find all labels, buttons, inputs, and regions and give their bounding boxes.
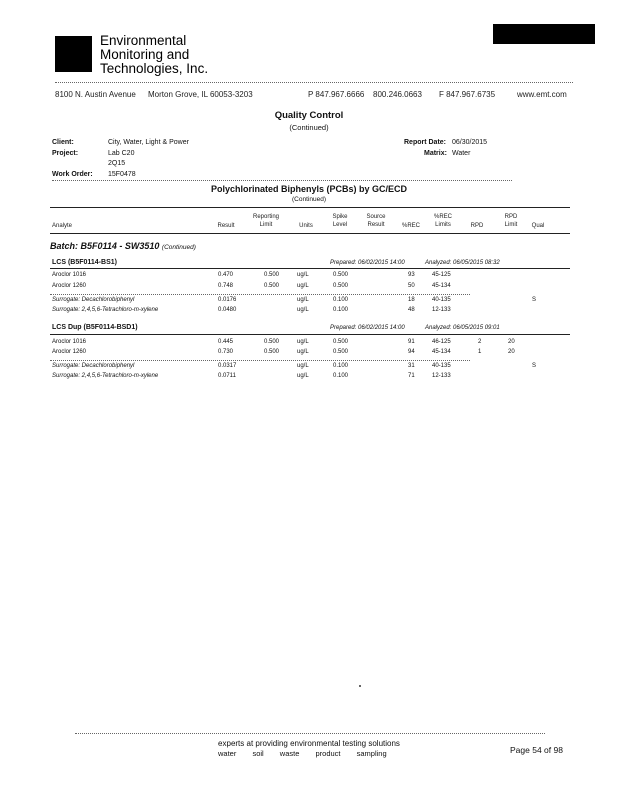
company-name-line1: Environmental — [100, 33, 187, 48]
cell-qual: S — [532, 297, 537, 303]
footer-services — [218, 749, 401, 758]
cell-rec: 50 — [408, 283, 415, 289]
cell-spike: 0.100 — [333, 297, 349, 303]
header-divider — [55, 82, 573, 83]
col-rpd-limit — [500, 213, 522, 229]
section-title: Polychlorinated Biphenyls (PCBs) by GC/ECD — [210, 184, 408, 194]
project-value-line1: Lab C20 — [108, 150, 135, 157]
group-rule — [50, 268, 570, 269]
cell-spike: 0.100 — [333, 373, 349, 379]
address-street: 8100 N. Austin Avenue — [55, 90, 136, 99]
batch-continued: (Continued) — [161, 244, 196, 251]
surrogate-divider — [50, 360, 470, 361]
cell-units: ug/L — [297, 272, 309, 278]
col-rpd-limit-1: RPD — [504, 214, 518, 220]
report-date-label: Report Date: — [404, 139, 447, 146]
group-title: LCS Dup (B5F0114-BSD1) — [52, 324, 138, 331]
group-rule — [50, 334, 570, 335]
cell-result: 0.730 — [218, 349, 234, 355]
page-number: Page 54 of 98 — [510, 745, 563, 755]
footer-tagline: experts at providing environmental testing solutions — [218, 739, 400, 748]
col-source-result-1: Source — [366, 214, 386, 220]
cell-units: ug/L — [297, 373, 309, 379]
col-spike-level-1: Spike — [332, 214, 348, 220]
project-value-line2: 2Q15 — [108, 160, 126, 167]
report-subtitle: (Continued) — [289, 123, 329, 132]
report-title: Quality Control — [274, 110, 344, 121]
cell-result: 0.445 — [218, 339, 234, 345]
cell-spike: 0.500 — [333, 339, 349, 345]
client-value: City, Water, Light & Power — [108, 139, 189, 146]
cell-limits: 40-135 — [432, 363, 451, 369]
table-header-bottom-rule — [50, 233, 570, 234]
footer-service-water: water — [218, 749, 237, 758]
address-fax: F 847.967.6735 — [439, 90, 496, 99]
work-order-value: 15F0478 — [108, 171, 136, 178]
cell-result: 0.748 — [218, 283, 234, 289]
scan-speck — [359, 685, 361, 687]
work-order-label: Work Order: — [52, 171, 93, 178]
cell-units: ug/L — [297, 307, 309, 313]
surrogate-divider — [50, 294, 470, 295]
cell-rl: 0.500 — [264, 283, 280, 289]
batch-title — [50, 241, 196, 251]
cell-limits: 46-125 — [432, 339, 451, 345]
col-source-result — [362, 213, 390, 229]
col-reporting-limit — [248, 213, 284, 229]
address-phone-alt: 800.246.0663 — [373, 90, 422, 99]
cell-analyte: Surrogate: 2,4,5,6-Tetrachloro-m-xylene — [52, 373, 159, 379]
client-label: Client: — [52, 139, 74, 146]
footer-service-waste: waste — [279, 749, 300, 758]
cell-spike: 0.100 — [333, 307, 349, 313]
cell-limits: 12-133 — [432, 307, 451, 313]
col-rec: %REC — [401, 223, 420, 229]
cell-spike: 0.500 — [333, 283, 349, 289]
group-analyzed: Analyzed: 06/05/2015 08:32 — [425, 260, 500, 266]
group-prepared: Prepared: 06/02/2015 14:00 — [330, 325, 405, 331]
footer-service-soil: soil — [252, 749, 264, 758]
cell-rpd: 2 — [478, 339, 482, 345]
company-name-line2: Monitoring and — [100, 47, 190, 62]
cell-units: ug/L — [297, 283, 309, 289]
cell-spike: 0.500 — [333, 272, 349, 278]
company-name — [100, 34, 208, 76]
section-subtitle: (Continued) — [292, 196, 326, 203]
matrix-value: Water — [452, 150, 471, 157]
cell-analyte: Surrogate: Decachlorobiphenyl — [52, 297, 135, 303]
col-reporting-limit-1: Reporting — [252, 214, 279, 220]
cell-units: ug/L — [297, 339, 309, 345]
col-units: Units — [299, 223, 313, 229]
col-source-result-2: Result — [367, 222, 385, 228]
cell-limits: 40-135 — [432, 297, 451, 303]
cell-rec: 94 — [408, 349, 415, 355]
cell-rec: 48 — [408, 307, 415, 313]
col-rec-limits — [428, 213, 458, 229]
group-prepared: Prepared: 06/02/2015 14:00 — [330, 260, 405, 266]
cell-limits: 12-133 — [432, 373, 451, 379]
col-rpd: RPD — [470, 223, 484, 229]
matrix-label: Matrix: — [424, 150, 447, 157]
footer-service-product: product — [315, 749, 341, 758]
cell-rl: 0.500 — [264, 349, 280, 355]
cell-rec: 93 — [408, 272, 415, 278]
cell-rl: 0.500 — [264, 339, 280, 345]
meta-divider — [52, 180, 512, 181]
cell-analyte: Surrogate: Decachlorobiphenyl — [52, 363, 135, 369]
col-analyte: Analyte — [52, 223, 73, 229]
cell-rpd: 1 — [478, 349, 482, 355]
col-rec-limits-1: %REC — [433, 214, 452, 220]
col-rpd-limit-2: Limit — [504, 222, 518, 228]
cell-limits: 45-134 — [432, 283, 451, 289]
cell-limits: 45-134 — [432, 349, 451, 355]
group-title: LCS (B5F0114-BS1) — [52, 259, 117, 266]
batch-name: Batch: B5F0114 - SW3510 — [50, 241, 160, 251]
group-analyzed: Analyzed: 06/05/2015 09:01 — [425, 325, 500, 331]
cell-analyte: Surrogate: 2,4,5,6-Tetrachloro-m-xylene — [52, 307, 159, 313]
cell-analyte: Aroclor 1260 — [52, 349, 87, 355]
cell-spike: 0.500 — [333, 349, 349, 355]
col-qual: Qual — [531, 223, 545, 229]
address-city: Morton Grove, IL 60053-3203 — [148, 90, 253, 99]
cell-result: 0.470 — [218, 272, 234, 278]
redaction-block — [493, 24, 595, 44]
col-spike-level — [328, 213, 352, 229]
cell-rpd-limit: 20 — [508, 349, 515, 355]
company-name-line3: Technologies, Inc. — [100, 61, 209, 76]
report-date-value: 06/30/2015 — [452, 139, 488, 146]
cell-rec: 31 — [408, 363, 415, 369]
table-header-top-rule — [50, 207, 570, 208]
cell-qual: S — [532, 363, 537, 369]
footer-divider — [75, 733, 545, 734]
cell-units: ug/L — [297, 297, 309, 303]
col-rec-limits-2: Limits — [435, 222, 451, 228]
col-result: Result — [217, 223, 235, 229]
cell-limits: 45-125 — [432, 272, 451, 278]
address-website: www.emt.com — [517, 90, 567, 99]
cell-analyte: Aroclor 1016 — [52, 339, 87, 345]
company-logo — [55, 36, 92, 72]
col-reporting-limit-2: Limit — [259, 222, 273, 228]
cell-result: 0.0176 — [218, 297, 237, 303]
cell-rpd-limit: 20 — [508, 339, 515, 345]
cell-result: 0.0317 — [218, 363, 237, 369]
cell-spike: 0.100 — [333, 363, 349, 369]
cell-rec: 18 — [408, 297, 415, 303]
cell-rl: 0.500 — [264, 272, 280, 278]
cell-rec: 71 — [408, 373, 415, 379]
footer-service-sampling: sampling — [356, 749, 387, 758]
cell-units: ug/L — [297, 363, 309, 369]
cell-result: 0.0480 — [218, 307, 237, 313]
address-phone: P 847.967.6666 — [308, 90, 365, 99]
cell-analyte: Aroclor 1016 — [52, 272, 87, 278]
project-label: Project: — [52, 150, 79, 157]
cell-analyte: Aroclor 1260 — [52, 283, 87, 289]
col-spike-level-2: Level — [332, 222, 348, 228]
cell-result: 0.0711 — [218, 373, 236, 379]
cell-rec: 91 — [408, 339, 415, 345]
cell-units: ug/L — [297, 349, 309, 355]
